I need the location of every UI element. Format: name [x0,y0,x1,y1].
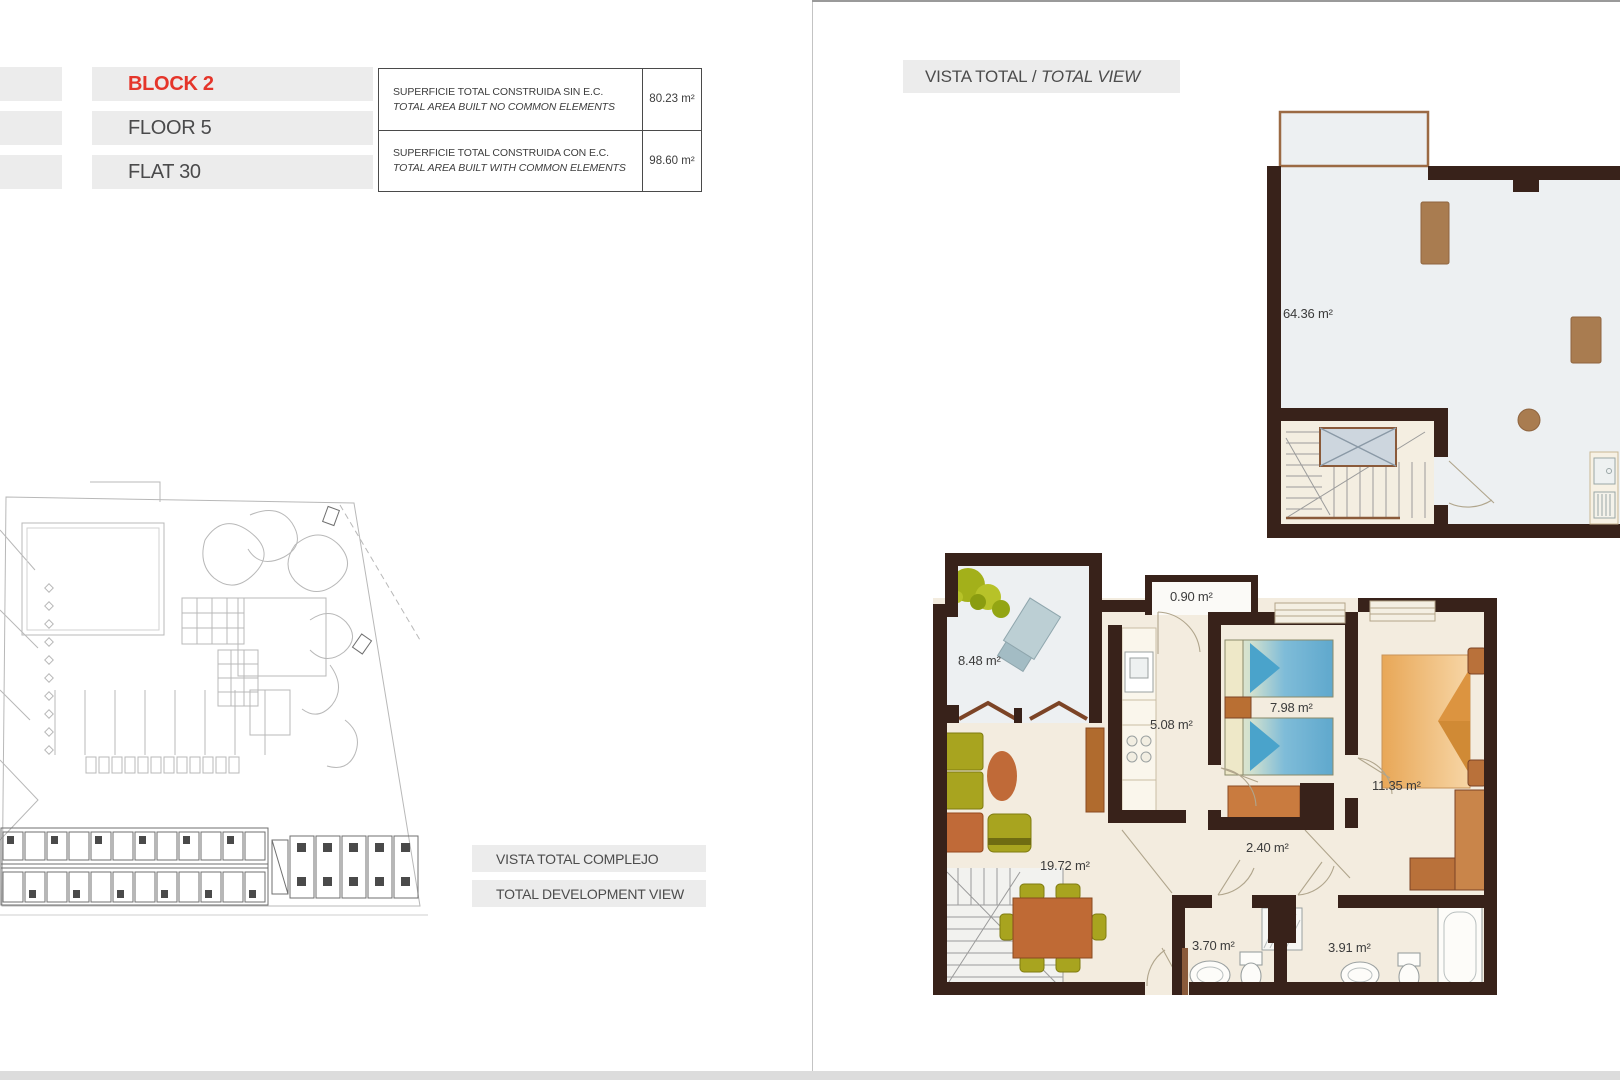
area-title-en: TOTAL AREA BUILT WITH COMMON ELEMENTS [393,162,626,175]
unit-info-block-label: BLOCK 2 [128,72,214,95]
room-area-roof-terrace: 64.36 m² [1283,306,1333,321]
sideboard [1086,728,1104,812]
page-top-border [812,0,1620,2]
building-block-drawing-2 [272,836,418,898]
unit-info-block [92,67,373,101]
skylight [1320,428,1396,466]
area-value: 80.23 m² [649,93,695,106]
unit-info-floor-label: FLOOR 5 [128,116,212,139]
total-view-title-en: TOTAL VIEW [1040,66,1141,86]
area-title-es: SUPERFICIE TOTAL CONSTRUIDA CON E.C. [393,147,609,160]
room-area-bathroom-2: 3.91 m² [1328,940,1371,955]
double-bed [1382,648,1486,788]
room-area-kitchen: 5.08 m² [1150,717,1193,732]
roof-terrace-plan [1195,100,1620,550]
room-area-bedroom-2: 7.98 m² [1270,700,1313,715]
room-area-hallway: 2.40 m² [1246,840,1289,855]
room-area-balcony: 0.90 m² [1170,589,1213,604]
site-plan-drawing [0,480,440,950]
built-area-table [378,68,702,192]
table-row [379,131,701,192]
page-divider [812,0,813,1080]
unit-info-floor [92,111,373,145]
area-title-en: TOTAL AREA BUILT NO COMMON ELEMENTS [393,100,615,113]
unit-info-flat-label: FLAT 30 [128,160,201,183]
dresser [1228,786,1300,818]
armchair-olive [988,814,1031,852]
coffee-table [987,751,1017,801]
unit-info-bar-cropped-1 [0,67,62,101]
building-block-drawing [1,828,268,905]
total-view-title-es: VISTA TOTAL [925,66,1028,86]
room-area-bathroom-1: 3.70 m² [1192,938,1235,953]
room-area-bedroom-1: 11.35 m² [1372,778,1421,793]
table-row [379,69,701,131]
roof-bbq-counter [1590,452,1618,524]
unit-info-bar-cropped-3 [0,155,62,189]
page-footer-strip [0,1071,1620,1080]
room-area-terrace: 8.48 m² [958,653,1001,668]
area-title-es: SUPERFICIE TOTAL CONSTRUIDA SIN E.C. [393,85,604,98]
development-view-label-es: VISTA TOTAL COMPLEJO [472,845,706,872]
room-area-living: 19.72 m² [1040,858,1090,873]
apartment-floor-plan [895,548,1510,1008]
total-view-header: VISTA TOTAL / TOTAL VIEW [903,60,1180,93]
area-value: 98.60 m² [649,154,695,167]
development-view-label-en: TOTAL DEVELOPMENT VIEW [472,880,706,907]
unit-info-bar-cropped-2 [0,111,62,145]
unit-info-flat [92,155,373,189]
